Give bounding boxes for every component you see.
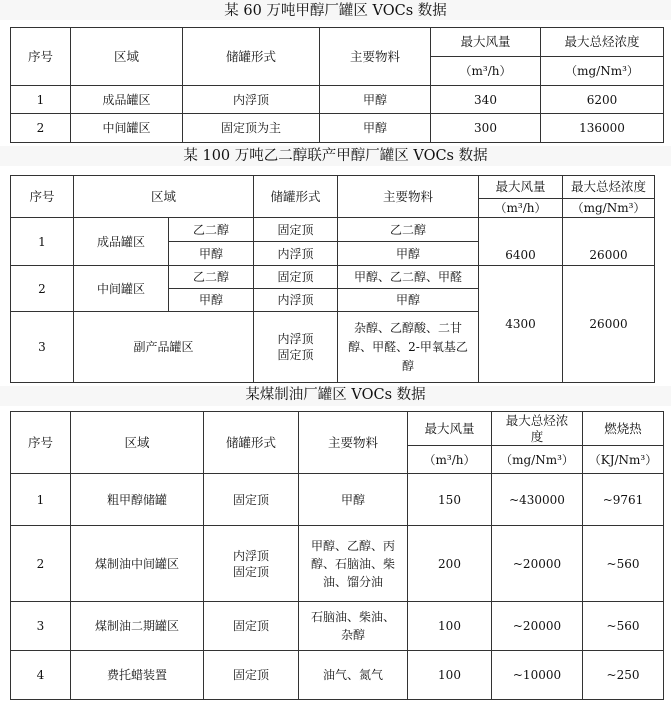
cell-material-line: 石脑油、柴油、: [310, 610, 395, 624]
table-row: [11, 86, 664, 114]
cell-storage: 固定顶: [254, 266, 338, 289]
cell-material: [299, 526, 408, 602]
cell-conc-value: 26000: [589, 247, 628, 262]
cell-no: 1: [11, 474, 71, 526]
header-flow-unit: （m³/h）: [479, 199, 563, 218]
cell-area: 粗甲醇储罐: [71, 474, 204, 526]
cell-conc: ~20000: [492, 602, 583, 651]
header-material: 主要物料: [338, 176, 479, 218]
cell-storage: 固定顶: [204, 474, 299, 526]
table1: [10, 27, 664, 143]
cell-material-line: 甲醇、乙醇、丙: [310, 538, 395, 553]
cell-storage: 内浮顶: [254, 289, 338, 312]
cell-flow: 200: [408, 526, 492, 602]
table2-header-row: [11, 176, 655, 199]
cell-sub-area: 甲醇: [169, 289, 254, 312]
cell-storage: 内浮顶: [254, 242, 338, 266]
table-row: [11, 266, 655, 289]
cell-material-line: 醇、甲醛、2-甲氧基乙: [348, 339, 468, 354]
cell-heat: ~560: [583, 526, 664, 602]
cell-area: 费托蜡装置: [71, 651, 204, 700]
table-row: [11, 526, 664, 602]
header-flow: 最大风量: [479, 176, 563, 199]
cell-area: 煤制油二期罐区: [71, 602, 204, 651]
header-flow: 最大风量: [408, 412, 492, 446]
cell-material-line: 杂醇: [340, 628, 365, 642]
cell-storage-line: 固定顶: [277, 348, 314, 362]
cell-conc: ~20000: [492, 526, 583, 602]
cell-flow-value: 6400: [505, 247, 536, 262]
cell-storage: [254, 312, 338, 383]
cell-no: 2: [11, 114, 71, 143]
header-conc-unit: （mg/Nm³）: [541, 57, 664, 86]
cell-material: 甲醇: [320, 86, 431, 114]
table1-header-row: [11, 28, 664, 57]
cell-storage: 内浮顶: [183, 86, 320, 114]
cell-material: 乙二醇: [338, 218, 479, 242]
cell-material: 甲醇、乙二醇、甲醛: [338, 266, 479, 289]
cell-area: 中间罐区: [71, 114, 183, 143]
cell-conc: 26000: [563, 266, 655, 383]
cell-no: 2: [11, 526, 71, 602]
cell-conc: 136000: [541, 114, 664, 143]
cell-area: 成品罐区: [71, 86, 183, 114]
cell-storage-line: 内浮顶: [277, 332, 314, 346]
cell-flow: 150: [408, 474, 492, 526]
cell-no: 1: [11, 86, 71, 114]
header-area: 区域: [71, 412, 204, 474]
cell-material: 油气、氮气: [299, 651, 408, 700]
cell-no: 3: [11, 312, 74, 383]
header-no: 序号: [11, 412, 71, 474]
cell-material-line: 醇: [402, 358, 415, 373]
cell-flow: 340: [431, 86, 541, 114]
header-conc: 最大总烃浓度: [541, 28, 664, 57]
cell-storage-line: 固定顶: [232, 564, 269, 579]
cell-conc: ~430000: [492, 474, 583, 526]
table3-header-row: [11, 412, 664, 446]
header-conc-unit: （mg/Nm³）: [492, 446, 583, 474]
cell-storage: 固定顶: [254, 218, 338, 242]
table1-title: 某 60 万吨甲醇厂罐区 VOCs 数据: [224, 3, 447, 19]
table2-title: 某 100 万吨乙二醇联产甲醇厂罐区 VOCs 数据: [183, 148, 488, 164]
cell-sub-area: 甲醇: [169, 242, 254, 266]
cell-storage: [204, 526, 299, 602]
header-material: 主要物料: [320, 28, 431, 86]
cell-material-line: 油、馏分油: [322, 574, 383, 589]
cell-material: [299, 602, 408, 651]
header-flow-unit: （m³/h）: [408, 446, 492, 474]
header-storage: 储罐形式: [204, 412, 299, 474]
header-heat: 燃烧热: [583, 412, 664, 446]
cell-area: 煤制油中间罐区: [71, 526, 204, 602]
cell-conc: [563, 218, 655, 266]
table3: [10, 411, 664, 700]
cell-flow: 4300: [479, 266, 563, 383]
cell-sub-area: 乙二醇: [169, 218, 254, 242]
cell-conc: ~10000: [492, 651, 583, 700]
header-material: 主要物料: [299, 412, 408, 474]
table-row: [11, 218, 655, 242]
cell-area: 成品罐区: [74, 218, 169, 266]
header-area: 区域: [74, 176, 254, 218]
cell-no: 4: [11, 651, 71, 700]
table-row: [11, 651, 664, 700]
cell-heat: ~9761: [583, 474, 664, 526]
cell-no: 2: [11, 266, 74, 312]
cell-flow: 300: [431, 114, 541, 143]
cell-storage: 固定顶: [204, 651, 299, 700]
cell-storage-line: 内浮顶: [232, 548, 269, 563]
cell-no: 3: [11, 602, 71, 651]
cell-area: 副产品罐区: [74, 312, 254, 383]
cell-material: 甲醇: [338, 242, 479, 266]
header-conc-line: 度: [530, 428, 544, 444]
cell-material-line: 醇、石脑油、柴: [310, 556, 395, 571]
header-flow-unit: （m³/h）: [431, 57, 541, 86]
cell-storage: 固定顶为主: [183, 114, 320, 143]
cell-material-line: 杂醇、乙醇酸、二甘: [354, 320, 463, 335]
header-no: 序号: [11, 28, 71, 86]
header-conc: [492, 412, 583, 446]
cell-heat: ~250: [583, 651, 664, 700]
cell-heat: ~560: [583, 602, 664, 651]
header-area: 区域: [71, 28, 183, 86]
header-heat-unit: （KJ/Nm³）: [583, 446, 664, 474]
cell-material: 甲醇: [299, 474, 408, 526]
header-storage: 储罐形式: [183, 28, 320, 86]
cell-flow: [479, 218, 563, 266]
cell-material: 甲醇: [338, 289, 479, 312]
cell-flow: 100: [408, 602, 492, 651]
header-flow: 最大风量: [431, 28, 541, 57]
cell-storage: 固定顶: [204, 602, 299, 651]
cell-flow: 100: [408, 651, 492, 700]
cell-sub-area: 乙二醇: [169, 266, 254, 289]
header-no: 序号: [11, 176, 74, 218]
header-conc: 最大总烃浓度: [563, 176, 655, 199]
table-row: [11, 602, 664, 651]
table2: [10, 175, 655, 383]
header-conc-line: 最大总烃浓: [505, 412, 569, 428]
table-row: [11, 114, 664, 143]
cell-area: 中间罐区: [74, 266, 169, 312]
header-storage: 储罐形式: [254, 176, 338, 218]
table3-title: 某煤制油厂罐区 VOCs 数据: [245, 387, 426, 403]
cell-conc: 6200: [541, 86, 664, 114]
header-conc-unit: （mg/Nm³）: [563, 199, 655, 218]
cell-no: 1: [11, 218, 74, 266]
cell-material: 甲醇: [320, 114, 431, 143]
cell-material: [338, 312, 479, 383]
table-row: [11, 474, 664, 526]
